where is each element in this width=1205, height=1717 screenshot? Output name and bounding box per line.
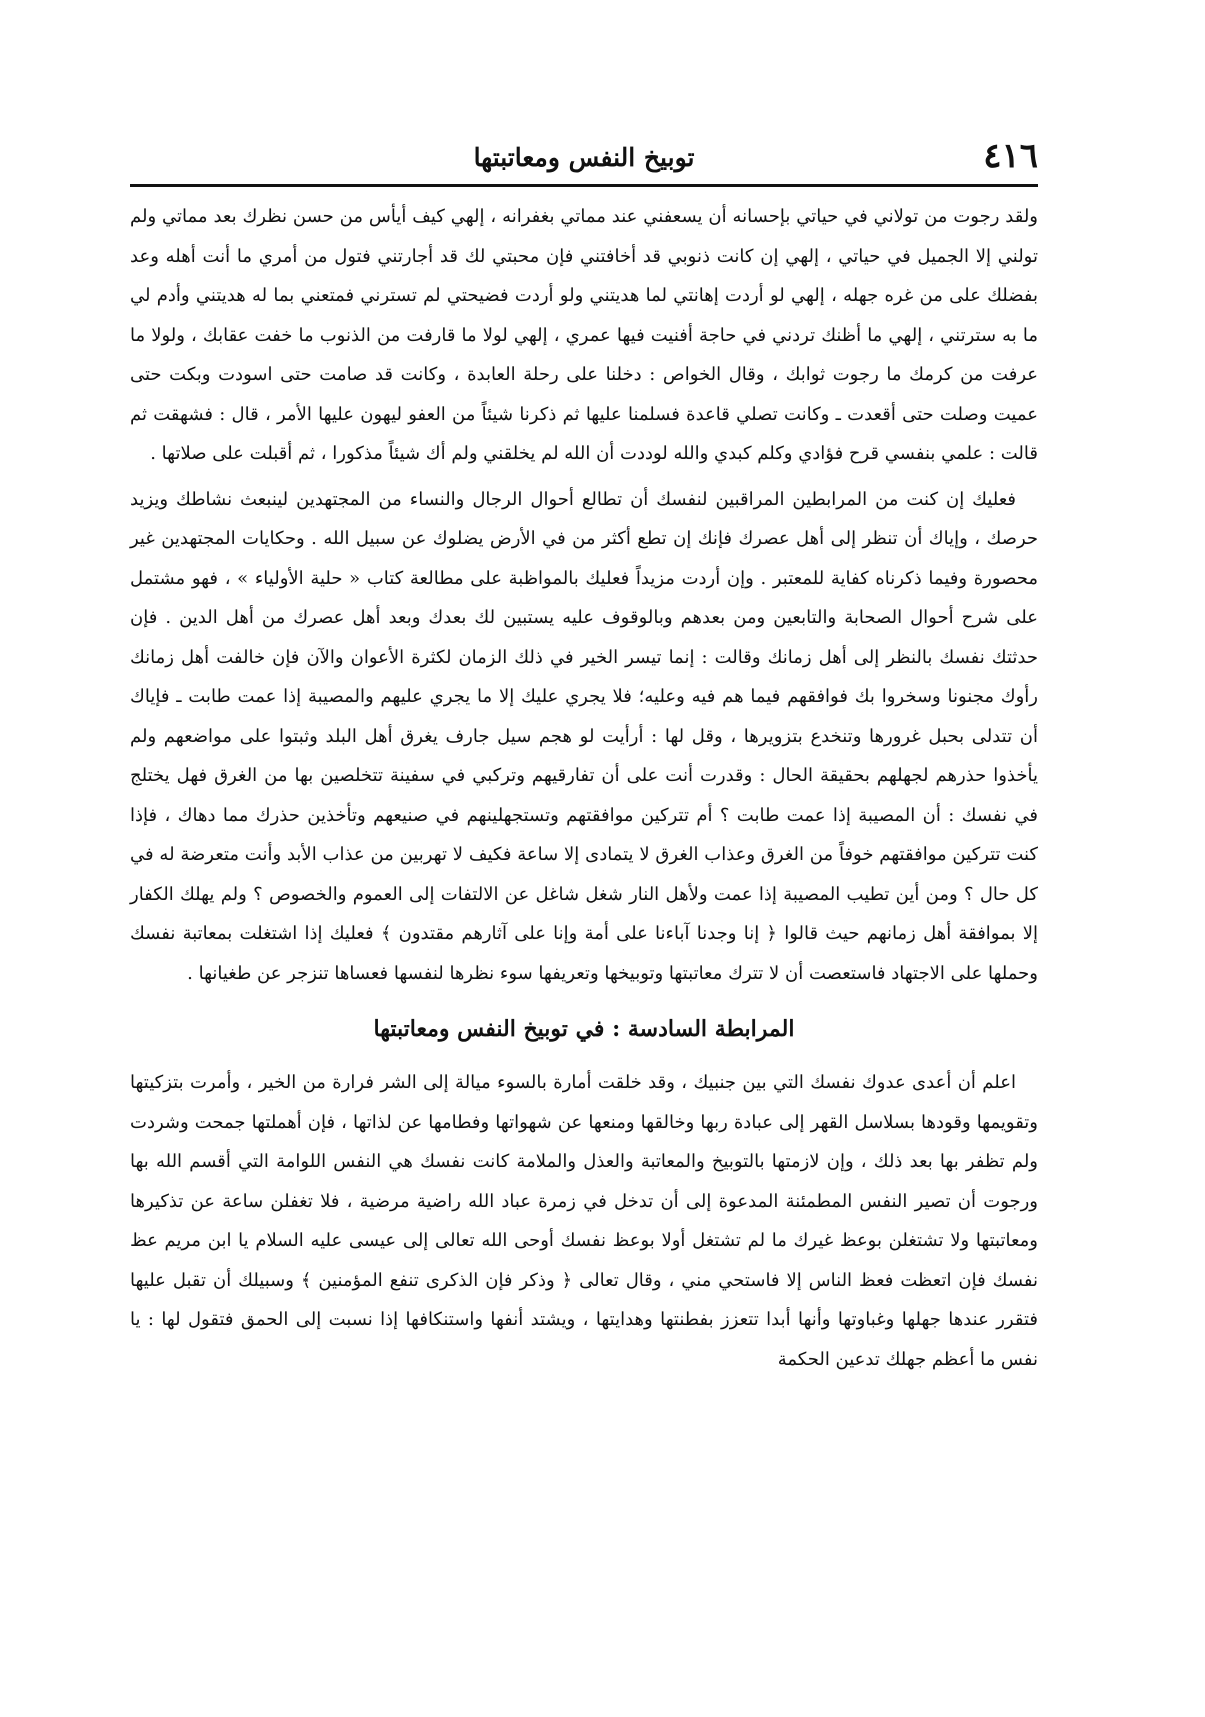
header-rule — [130, 184, 1038, 187]
running-title: توبيخ النفس ومعاتبتها — [473, 143, 695, 172]
paragraph-3: اعلم أن أعدى عدوك نفسك التي بين جنبيك ، وقد خلقت أمارة بالسوء ميالة إلى الشر فرارة من الخير ، وأمرت بتزكيتها وتقويمها وقودها بسلاسل القهر إلى عبادة ربها وخالقها ومنعها عن شهواتها وفطامها عن لذاتها ، فإن أهملتها جمحت وشردت ولم تظفر بها بعد ذلك ، وإن لازمتها بالتوبيخ والمعاتبة والعذل والملامة كانت نفسك هي النفس اللوامة التي أقسم الله بها ورجوت أن تصير النفس المطمئنة المدعوة إلى أن تدخل في زمرة عباد الله راضية مرضية ، فلا تغفلن ساعة عن تذكيرها ومعاتبتها ولا تشتغلن بوعظ غيرك ما لم تشتغل أولا بوعظ نفسك أوحى الله تعالى إلى عيسى عليه السلام يا ابن مريم عظ نفسك فإن اتعظت فعظ الناس إلا فاستحي مني ، وقال تعالى ﴿ وذكر فإن الذكرى تنفع المؤمنين ﴾ وسبيلك أن تقبل عليها فتقرر عندها جهلها وغباوتها وأنها أبدا تتعزز بفطنتها وهدايتها ، ويشتد أنفها واستنكافها إذا نسبت إلى الحمق فتقول لها : يا نفس ما أعظم جهلك تدعين الحكمة — [130, 1072, 1038, 1370]
paragraph-1: ولقد رجوت من تولاني في حياتي بإحسانه أن يسعفني عند مماتي بغفرانه ، إلهي كيف أيأس من حسن نظرك بعد مماتي ولم تولني إلا الجميل في حياتي ، إلهي إن كانت ذنوبي قد أخافتني فإن محبتي لك قد أجارتني فتول من أمري ما أنت أهله وعد بفضلك على من غره جهله ، إلهي لو أردت إهانتي لما هديتني ولو أردت فضيحتي لم تسترني فمتعني بما له هديتني وأدم لي ما به سترتني ، إلهي ما أظنك تردني في حاجة أفنيت فيها عمري ، إلهي لولا ما قارفت من الذنوب ما خفت عقابك ، ولولا ما عرفت من كرمك ما رجوت ثوابك ، وقال الخواص : دخلنا على رحلة العابدة ، وكانت قد صامت حتى اسودت وبكت حتى عميت وصلت حتى أقعدت ـ وكانت تصلي قاعدة فسلمنا عليها ثم ذكرنا شيئاً من العفو ليهون عليها الأمر ، قال : فشهقت ثم قالت : علمي بنفسي قرح فؤادي وكلم كبدي والله لوددت أن الله لم يخلقني ولم أك شيئاً مذكورا ، ثم أقبلت على صلاتها . — [130, 206, 1038, 464]
book-page — [130, 136, 1038, 1379]
page-number: ٤١٦ — [983, 136, 1038, 176]
paragraph-2: فعليك إن كنت من المرابطين المراقبين لنفسك أن تطالع أحوال الرجال والنساء من المجتهدين لينبعث نشاطك ويزيد حرصك ، وإياك أن تنظر إلى أهل عصرك فإنك إن تطع أكثر من في الأرض يضلوك عن سبيل الله . وحكايات المجتهدين غير محصورة وفيما ذكرناه كفاية للمعتبر . وإن أردت مزيداً فعليك بالمواظبة على مطالعة كتاب « حلية الأولياء » ، فهو مشتمل على شرح أحوال الصحابة والتابعين ومن بعدهم وبالوقوف عليه يستبين لك بعدك وبعد أهل عصرك من أهل الدين . فإن حدثتك نفسك بالنظر إلى أهل زمانك وقالت : إنما تيسر الخير في ذلك الزمان لكثرة الأعوان والآن فإن خالفت أهل زمانك رأوك مجنونا وسخروا بك فوافقهم فيما هم فيه وعليه؛ فلا يجري عليك إلا ما يجري عليهم والمصيبة إذا عمت طابت ـ فإياك أن تتدلى بحبل غرورها وتنخدع بتزويرها ، وقل لها : أرأيت لو هجم سيل جارف يغرق أهل البلد وثبتوا على مواضعهم ولم يأخذوا حذرهم لجهلهم بحقيقة الحال : وقدرت أنت على أن تفارقيهم وتركبي في سفينة تتخلصين بها من الغرق فهل يختلج في نفسك : أن المصيبة إذا عمت طابت ؟ أم تتركين موافقتهم وتستجهلينهم في صنيعهم وتأخذين حذرك مما دهاك ، فإذا كنت تتركين موافقتهم خوفاً من الغرق وعذاب الغرق لا يتمادى إلا ساعة فكيف لا تهربين من عذاب الأبد وأنت متعرضة له في كل حال ؟ ومن أين تطيب المصيبة إذا عمت ولأهل النار شغل شاغل عن الالتفات إلى العموم والخصوص ؟ ولم يهلك الكفار إلا بموافقة أهل زمانهم حيث قالوا ﴿ إنا وجدنا آباءنا على أمة وإنا على آثارهم مقتدون ﴾ فعليك إذا اشتغلت بمعاتبة نفسك وحملها على الاجتهاد فاستعصت أن لا تترك معاتبتها وتوبيخها وتعريفها سوء نظرها لنفسها فعساها تنزجر عن طغيانها . — [130, 488, 1038, 984]
running-header — [130, 136, 1038, 180]
section-heading: المرابطة السادسة : في توبيخ النفس ومعاتبتها — [373, 1016, 795, 1042]
